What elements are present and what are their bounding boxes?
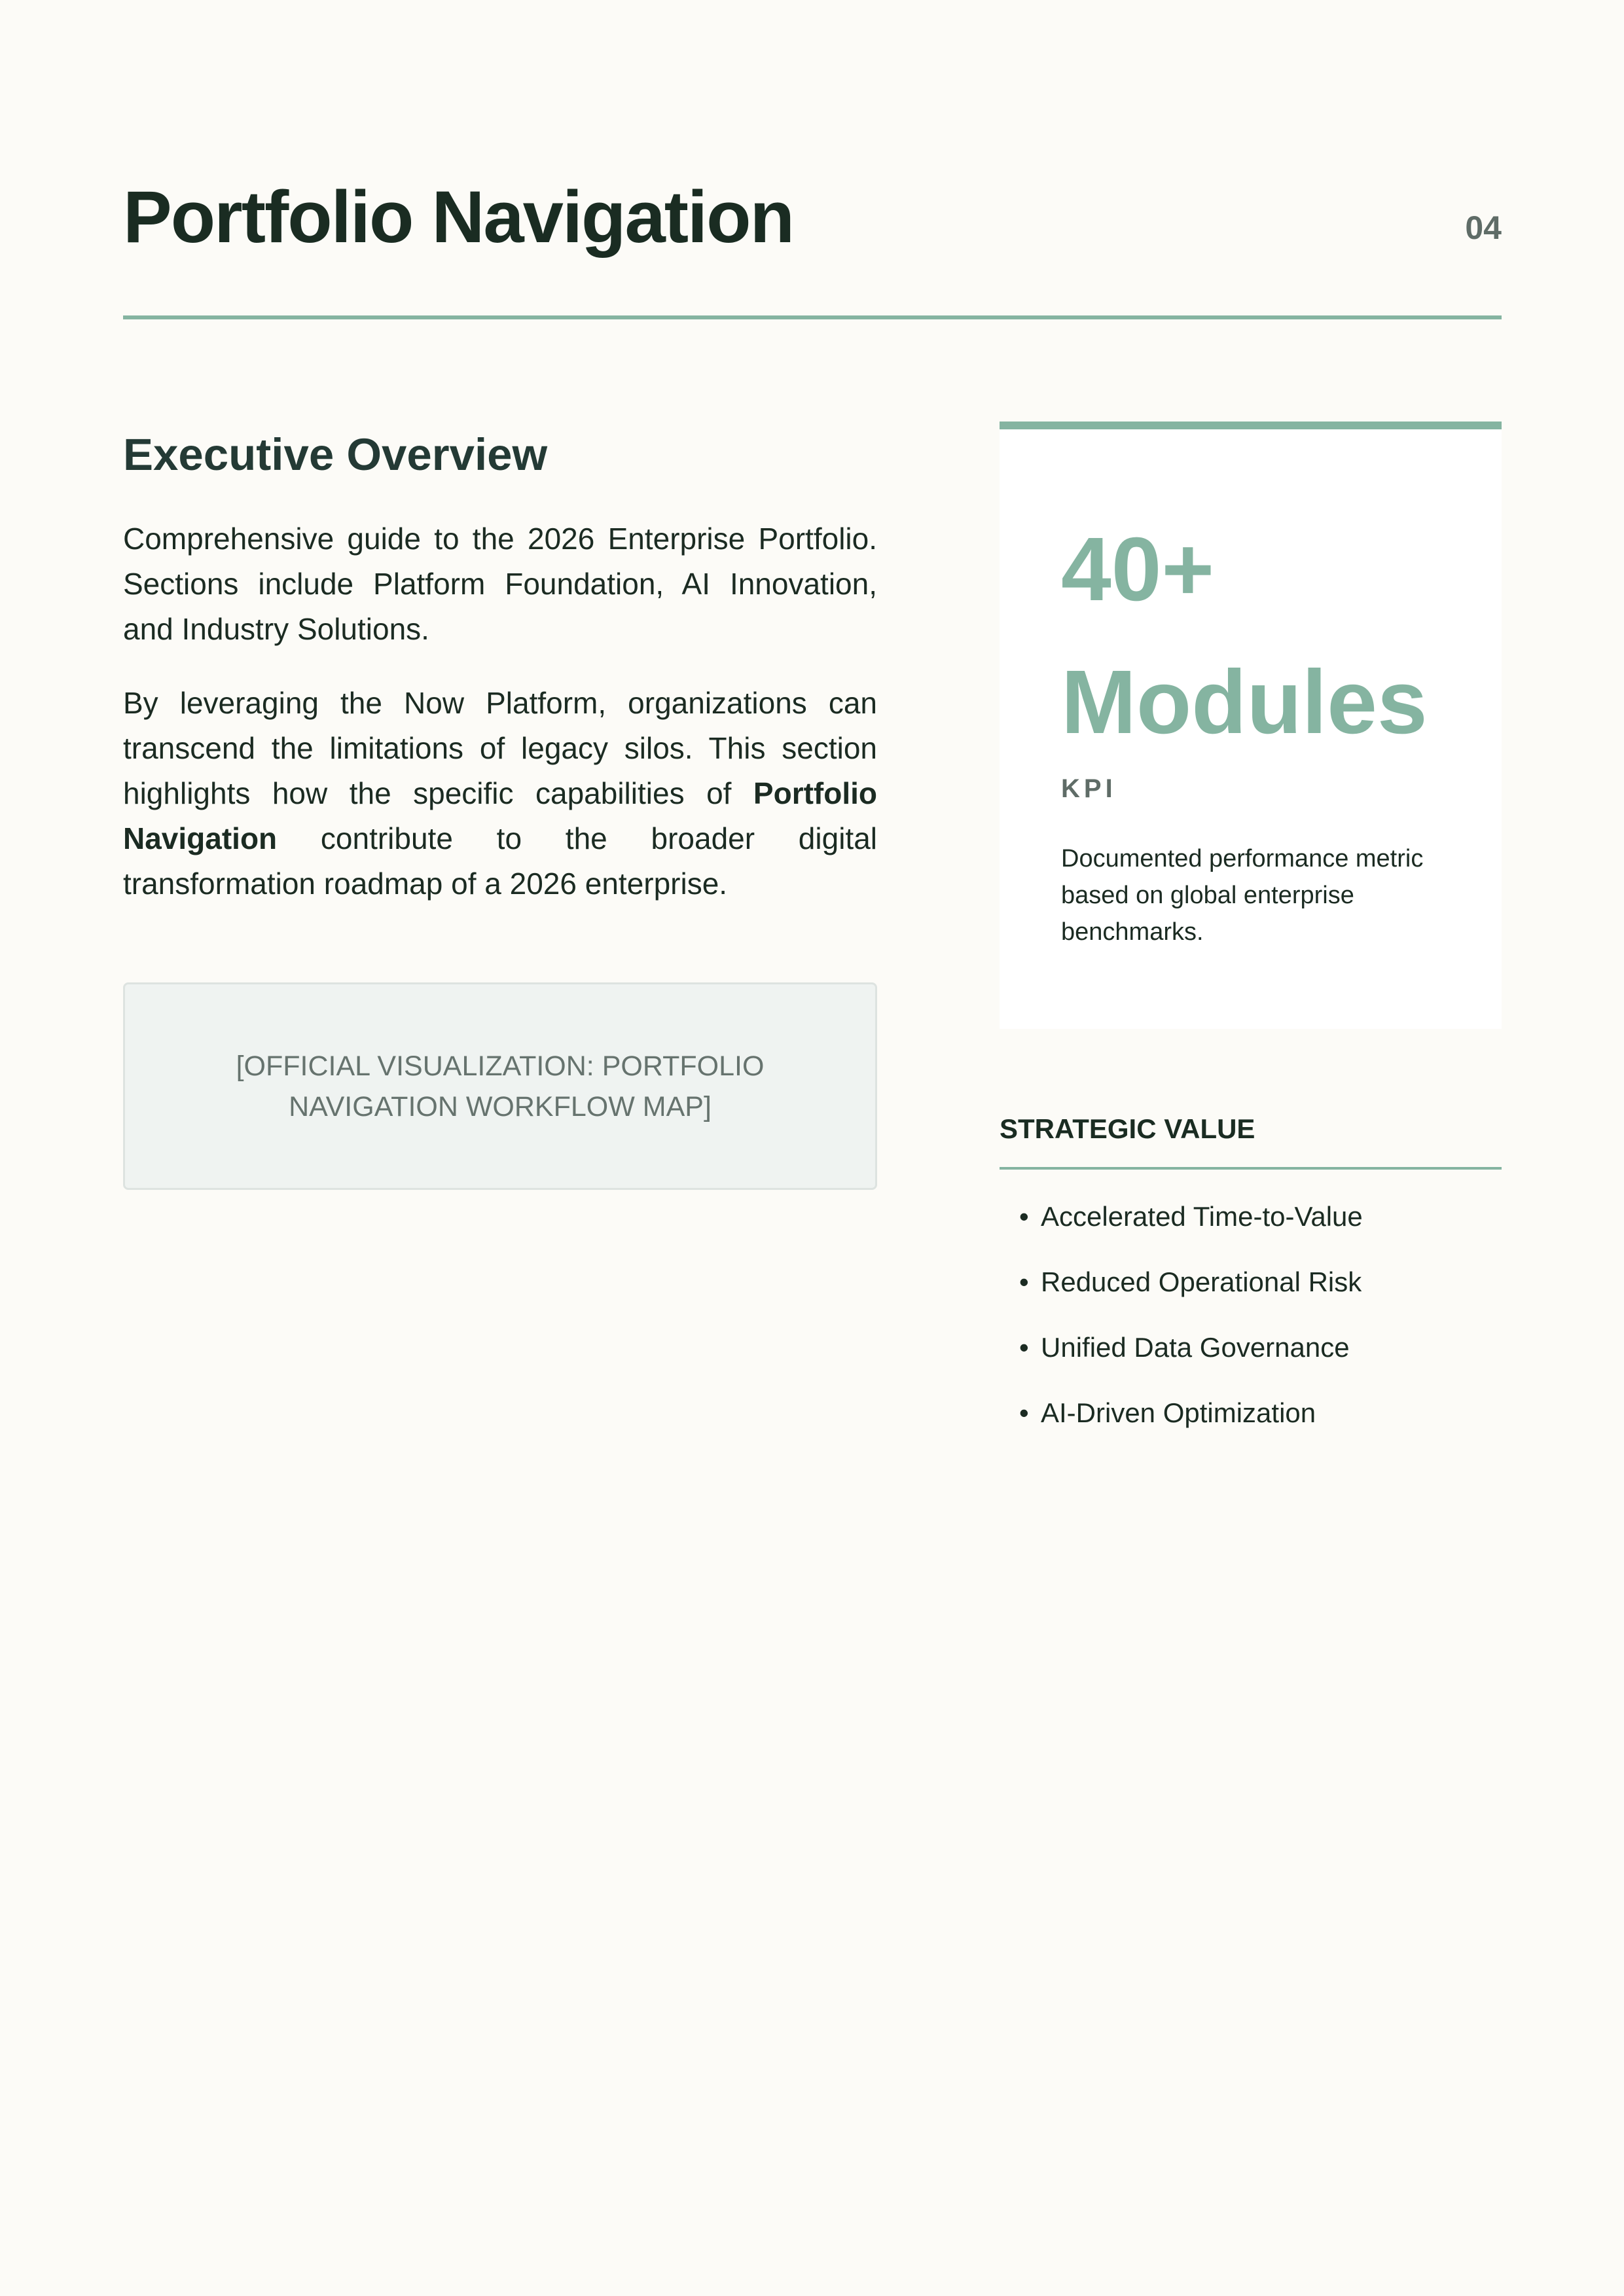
visualization-placeholder [123, 982, 877, 1190]
page-number: 04 [1465, 209, 1502, 246]
list-item [1000, 1197, 1502, 1236]
paragraph-2-text-end: contribute to the broader digital transformation roadmap of a 2026 enterprise. [123, 821, 877, 901]
section-heading: Executive Overview [123, 429, 548, 480]
kpi-value: 40+ Modules [1061, 519, 1428, 753]
strategic-value-title: STRATEGIC VALUE [1000, 1109, 1502, 1170]
visualization-placeholder-text: [OFFICIAL VISUALIZATION: PORTFOLIO NAVIGATION WORKFLOW MAP] [236, 1050, 765, 1122]
kpi-card [1000, 422, 1502, 1029]
paragraph-2-text-start: By leveraging the Now Platform, organizations can transcend the limitations of legacy silos. This section highlights how the specific capabilities of [123, 686, 877, 810]
kpi-description: Documented performance metric based on global enterprise benchmarks. [1061, 845, 1424, 946]
page-title: Portfolio Navigation [123, 176, 793, 258]
paragraph-2-bold-term: Portfolio Navigation [123, 776, 877, 855]
page-header [123, 171, 1502, 319]
list-item [1000, 1328, 1502, 1367]
list-item-label: AI-Driven Optimization [1041, 1397, 1316, 1428]
bullet-icon: • [1019, 1266, 1029, 1297]
bullet-icon: • [1019, 1332, 1029, 1363]
strategic-value-section [1000, 1109, 1502, 1459]
overview-paragraph-1: Comprehensive guide to the 2026 Enterprise Portfolio. Sections include Platform Foundation, AI Innovation, and Industry Solutions. [123, 522, 877, 646]
executive-overview-section [123, 422, 877, 906]
overview-paragraph-2 [123, 681, 877, 906]
list-item [1000, 1393, 1502, 1433]
list-item-label: Accelerated Time-to-Value [1041, 1201, 1363, 1232]
list-item [1000, 1263, 1502, 1302]
bullet-icon: • [1019, 1397, 1029, 1428]
list-item-label: Reduced Operational Risk [1041, 1266, 1362, 1297]
bullet-icon: • [1019, 1201, 1029, 1232]
kpi-label: KPI [1061, 774, 1117, 803]
strategic-value-list [1000, 1197, 1502, 1433]
list-item-label: Unified Data Governance [1041, 1332, 1350, 1363]
